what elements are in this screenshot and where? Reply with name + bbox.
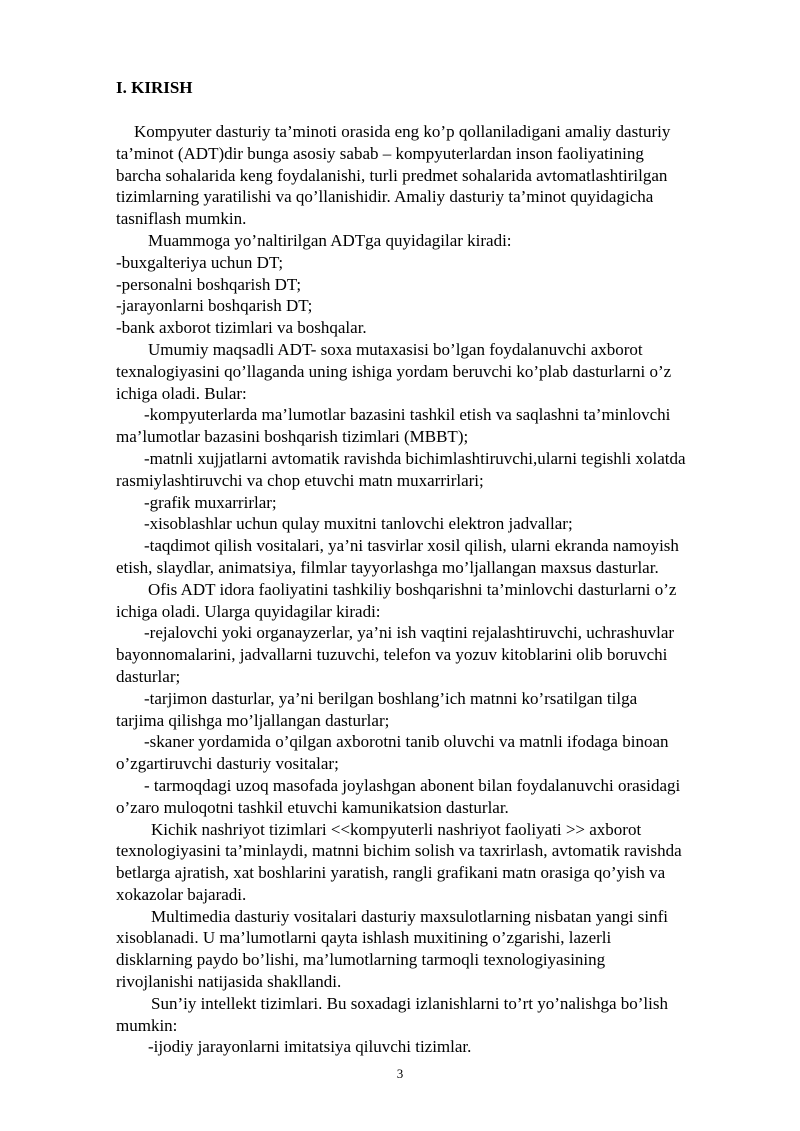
text-line: -ijodiy jarayonlarni imitatsiya qiluvchi tizimlar. xyxy=(148,1037,472,1057)
text-line: Kichik nashriyot tizimlari <<kompyuterli nashriyot faoliyati >> axborot xyxy=(151,819,642,839)
text-line: -jarayonlarni boshqarish DT; xyxy=(116,296,313,316)
section-heading: I. KIRISH xyxy=(116,78,193,97)
page-number: 3 xyxy=(396,1066,404,1081)
text-line: ichiga oladi. Ularga quyidagilar kiradi: xyxy=(116,601,381,621)
text-line: -tarjimon dasturlar, ya’ni berilgan boshlang’ich matnni ko’rsatilgan tilga xyxy=(144,688,638,708)
text-line: Sun’iy intellekt tizimlari. Bu soxadagi izlanishlarni to’rt yo’nalishga bo’lish xyxy=(151,993,668,1013)
text-line: tasniflash mumkin. xyxy=(116,209,247,229)
text-line: rivojlanishi natijasida shakllandi. xyxy=(116,972,342,992)
text-line: Ofis ADT idora faoliyatini tashkiliy boshqarishni ta’minlovchi dasturlarni o’z xyxy=(148,579,677,599)
text-line: -grafik muxarrirlar; xyxy=(144,492,277,512)
text-line: ma’lumotlar bazasini boshqarish tizimlari (MBBT); xyxy=(116,427,469,447)
text-line: ta’minot (ADT)dir bunga asosiy sabab – kompyuterlardan inson faoliyatining xyxy=(116,143,644,163)
text-line: o’zaro muloqotni tashkil etuvchi kamunikatsion dasturlar. xyxy=(116,797,509,817)
text-line: barcha sohalarida keng foydalanishi, turli predmet sohalarida avtomatlashtirilgan xyxy=(116,165,668,185)
text-line: xisoblanadi. U ma’lumotlarni qayta ishlash muxitining o’zgarishi, lazerli xyxy=(116,928,612,948)
text-line: mumkin: xyxy=(116,1015,178,1035)
text-line: -buxgalteriya uchun DT; xyxy=(116,252,284,272)
text-line: -rejalovchi yoki organayzerlar, ya’ni ish vaqtini rejalashtiruvchi, uchrashuvlar xyxy=(144,623,675,643)
text-line: texnalogiyasini qo’llaganda uning ishiga yordam beruvchi ko’plab dasturlarni o’z xyxy=(116,361,672,381)
text-line: o’zgartiruvchi dasturiy vositalar; xyxy=(116,754,339,774)
text-line: Muammoga yo’naltirilgan ADTga quyidagilar kiradi: xyxy=(148,230,512,250)
text-line: Multimedia dasturiy vositalari dasturiy maxsulotlarning nisbatan yangi sinfi xyxy=(151,906,668,926)
text-line: rasmiylashtiruvchi va chop etuvchi matn muxarrirlari; xyxy=(116,470,484,490)
text-line: -personalni boshqarish DT; xyxy=(116,274,302,294)
text-line: Kompyuter dasturiy ta’minoti orasida eng ko’p qollaniladigani amaliy dasturiy xyxy=(134,122,671,141)
text-line: -skaner yordamida o’qilgan axborotni tanib oluvchi va matnli ifodaga binoan xyxy=(144,732,669,752)
text-line: texnologiyasini ta’minlaydi, matnni bichim solish va taxrirlash, avtomatik ravishda xyxy=(116,841,682,861)
text-line: bayonnomalarini, jadvallarni tuzuvchi, telefon va yozuv kitoblarini olib boruvchi xyxy=(116,645,668,665)
text-line: ichiga oladi. Bular: xyxy=(116,383,247,403)
text-line: betlarga ajratish, xat boshlarini yaratish, rangli grafikani matn orasiga qo’yish va xyxy=(116,863,666,883)
text-line: -kompyuterlarda ma’lumotlar bazasini tashkil etish va saqlashni ta’minlovchi xyxy=(144,405,671,425)
text-line: xokazolar bajaradi. xyxy=(116,884,247,904)
text-line: -bank axborot tizimlari va boshqalar. xyxy=(116,318,367,338)
text-line: tarjima qilishga mo’ljallangan dasturlar; xyxy=(116,710,390,730)
document-body xyxy=(116,121,756,1058)
text-line: - tarmoqdagi uzoq masofada joylashgan abonent bilan foydalanuvchi orasidagi xyxy=(144,775,681,795)
text-line: -taqdimot qilish vositalari, ya’ni tasvirlar xosil qilish, ularni ekranda namoyish xyxy=(144,536,679,556)
text-line: Umumiy maqsadli ADT- soxa mutaxasisi bo’lgan foydalanuvchi axborot xyxy=(148,339,643,359)
text-line: etish, slaydlar, animatsiya, filmlar tayyorlashga mo’ljallangan maxsus dasturlar. xyxy=(116,557,659,577)
text-line: dasturlar; xyxy=(116,666,181,686)
text-line: disklarning paydo bo’lishi, ma’lumotlarning tarmoqli texnologiyasining xyxy=(116,950,606,970)
text-line: -xisoblashlar uchun qulay muxitni tanlovchi elektron jadvallar; xyxy=(144,514,573,534)
text-line: tizimlarning yaratilishi va qo’llanishidir. Amaliy dasturiy ta’minot quyidagicha xyxy=(116,187,654,207)
text-line: -matnli xujjatlarni avtomatik ravishda bichimlashtiruvchi,ularni tegishli xolatda xyxy=(144,448,686,468)
